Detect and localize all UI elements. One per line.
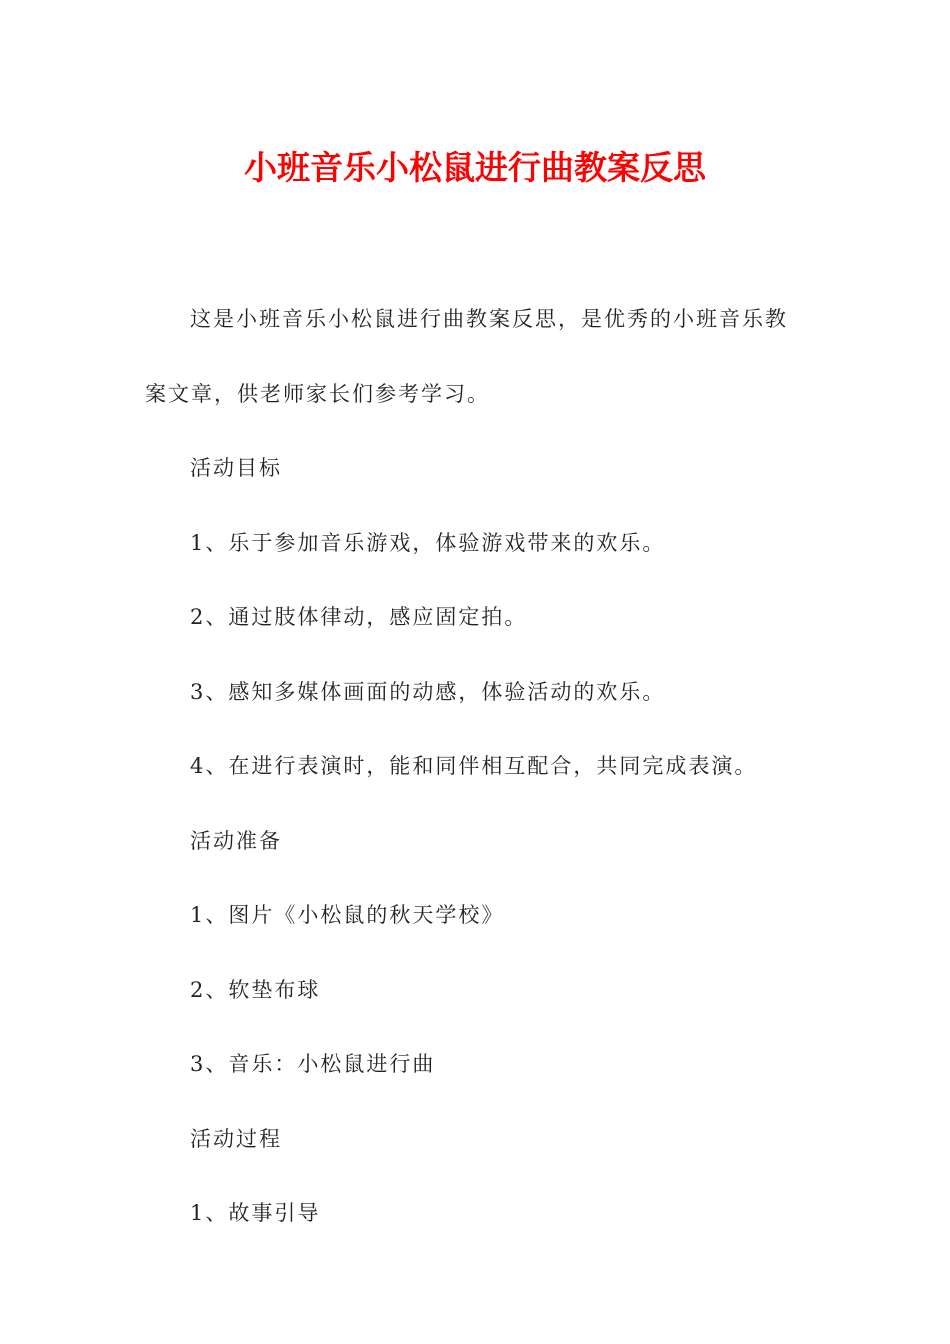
section-heading-goals: 活动目标 — [190, 456, 282, 480]
process-item-1: 1、故事引导 — [190, 1201, 321, 1225]
goal-item-3: 3、感知多媒体画面的动感，体验活动的欢乐。 — [190, 679, 666, 704]
goal-item-4: 4、在进行表演时，能和同伴相互配合，共同完成表演。 — [190, 754, 758, 778]
preparation-item-1: 1、图片《小松鼠的秋天学校》 — [190, 903, 505, 927]
page-title: 小班音乐小松鼠进行曲教案反思 — [244, 148, 706, 187]
section-heading-process: 活动过程 — [190, 1126, 282, 1151]
goal-item-2: 2、通过肢体律动，感应固定拍。 — [190, 605, 528, 629]
document-body — [145, 282, 805, 1251]
section-heading-preparation: 活动准备 — [190, 828, 282, 853]
preparation-item-3: 3、音乐：小松鼠进行曲 — [190, 1052, 436, 1076]
goal-item-1: 1、乐于参加音乐游戏，体验游戏带来的欢乐。 — [190, 530, 666, 555]
intro-paragraph: 这是小班音乐小松鼠进行曲教案反思，是优秀的小班音乐教案文章，供老师家长们参考学习。 — [145, 307, 788, 406]
preparation-item-2: 2、软垫布球 — [190, 977, 321, 1002]
